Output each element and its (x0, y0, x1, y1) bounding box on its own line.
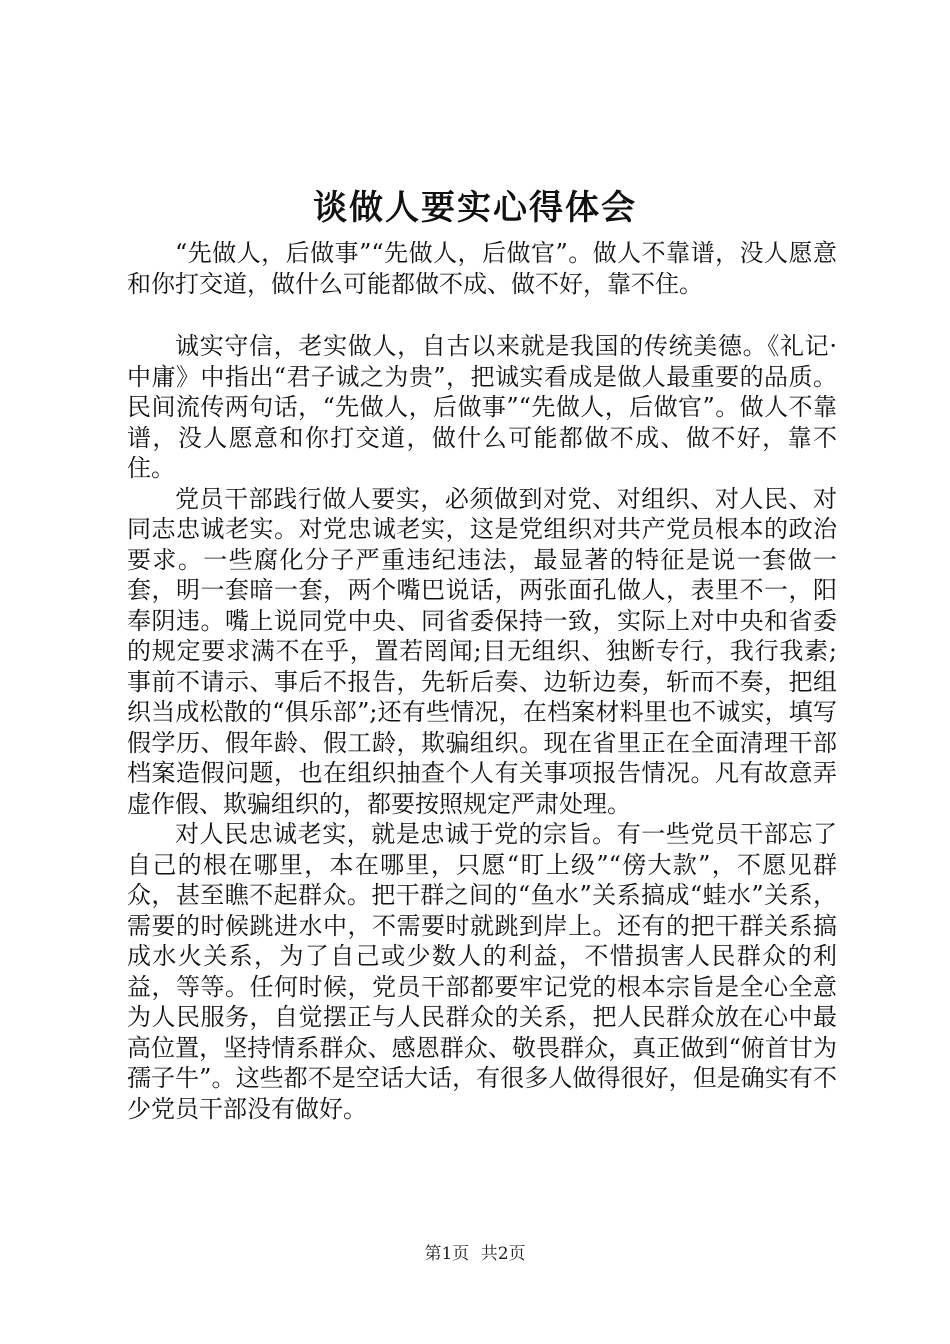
main-body (127, 331, 837, 1124)
page-number: 第1页 (424, 1244, 470, 1264)
body-paragraph-2: 党员干部践行做人要实，必须做到对党、对组织、对人民、对同志忠诚老实。对党忠诚老实，这是党组织对共产党员根本的政治要求。一些腐化分子严重违纪违法，最显著的特征是说一套做一套，明一套暗一套，两个嘴巴说话，两张面孔做人，表里不一，阳奉阴违。嘴上说同党中央、同省委保持一致，实际上对中央和省委的规定要求满不在乎，置若罔闻;目无组织、独断专行，我行我素;事前不请示、事后不报告，先斩后奏、边斩边奏，斩而不奏，把组织当成松散的“俱乐部”;还有些情况，在档案材料里也不诚实，填写假学历、假年龄、假工龄，欺骗组织。现在省里正在全面清理干部档案造假问题，也在组织抽查个人有关事项报告情况。凡有故意弄虚作假、欺骗组织的，都要按照规定严肃处理。 (127, 484, 837, 818)
page-total: 共2页 (480, 1244, 526, 1264)
page-footer (0, 1242, 950, 1266)
intro-paragraph: “先做人，后做事”“先做人，后做官”。做人不靠谱，没人愿意和你打交道，做什么可能都做不成、做不好，靠不住。 (127, 239, 837, 298)
body-paragraph-1: 诚实守信，老实做人，自古以来就是我国的传统美德。《礼记·中庸》中指出“君子诚之为贵”，把诚实看成是做人最重要的品质。民间流传两句话，“先做人，后做事”“先做人，后做官”。做人不靠谱，没人愿意和你打交道，做什么可能都做不成、做不好，靠不住。 (127, 332, 837, 482)
document-title: 谈做人要实心得体会 (313, 188, 637, 228)
body-paragraph-3: 对人民忠诚老实，就是忠诚于党的宗旨。有一些党员干部忘了自己的根在哪里，本在哪里，只愿“盯上级”“傍大款”，不愿见群众，甚至瞧不起群众。把干群之间的“鱼水”关系搞成“蛙水”关系，需要的时候跳进水中，不需要时就跳到岸上。还有的把干群关系搞成水火关系，为了自己或少数人的利益，不惜损害人民群众的利益，等等。任何时候，党员干部都要牢记党的根本宗旨是全心全意为人民服务，自觉摆正与人民群众的关系，把人民群众放在心中最高位置，坚持情系群众、感恩群众、敬畏群众，真正做到“俯首甘为孺子牛”。这些都不是空话大话，有很多人做得很好，但是确实有不少党员干部没有做好。 (127, 820, 837, 1123)
intro-section (127, 238, 837, 299)
